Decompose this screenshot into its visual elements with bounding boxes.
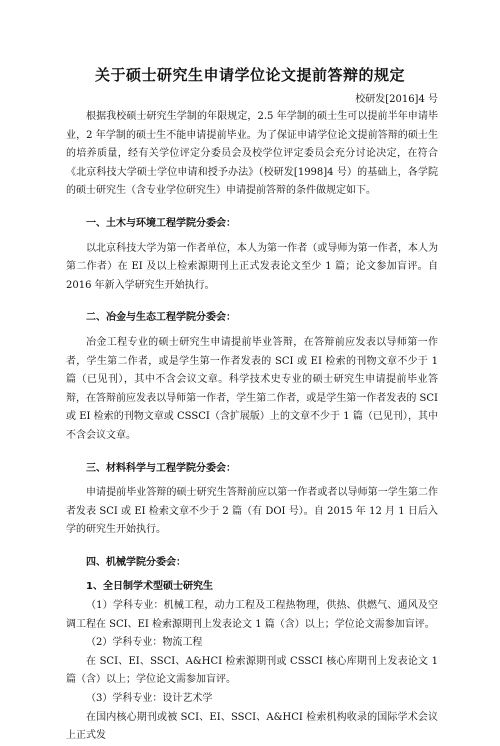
section-heading: 二、冶金与生态工程学院分委会： <box>86 312 236 324</box>
document-number: 校研发[2016]4 号 <box>355 94 438 105</box>
section-heading: 三、材料科学与工程学院分委会： <box>86 462 236 474</box>
page-title: 关于硕士研究生申请学位论文提前答辩的规定 <box>94 66 405 84</box>
list-item: 在 SCI、EI、SSCI、A&HCI 检索源期刊或 CSSCI 核心库期刊上发表论文 1 篇（含）以上；学位论文需参加盲评。 <box>66 655 438 686</box>
section-heading: 四、机械学院分委会： <box>86 556 186 568</box>
intro-paragraph: 根据我校硕士研究生学制的年限规定，2.5 年学制的硕士生可以提前半年申请毕业，2 年学制的硕士生不能申请提前毕业。为了保证申请学位论文提前答辩的硕士生的培养质量，经有关学位评定分委员会及校学位评定委员会充分讨论决定，在符合《北京科技大学硕士学位申请和授予办法》（校研发[1998]4 号）的基础上，各学院的硕士研究生（含专业学位研究生）申请提前答辩的条件做规定如下。 <box>66 111 438 197</box>
section-paragraph: 冶金工程专业的硕士研究生申请提前毕业答辩，在答辩前应发表以导师第一作者，学生第二作者，或是学生第一作者发表的 SCI 或 EI 检索的刊物文章不少于 1 篇（已见刊），其中不含会议文章。科学技术史专业的硕士研究生申请提前毕业答辩，在答辩前应发表以导师第一作者，学生第二作者，或是学生第一作者发表的 SCI 或 EI 检索的刊物文章或 CSSCI（含扩展版）上的文章不少于 1 篇（已见刊），其中不含会议文章。 <box>66 336 438 441</box>
section-paragraph: 以北京科技大学为第一作者单位，本人为第一作者（或导师为第一作者，本人为第二作者）在 EI 及以上检索源期刊上正式发表论文至少 1 篇；论文参加盲评。自 2016 年新入学研究生开始执行。 <box>66 242 438 291</box>
list-item: （2）学科专业：物流工程 <box>86 637 203 649</box>
sub-heading: 1、全日制学术型硕士研究生 <box>86 581 213 593</box>
list-item: （1）学科专业：机械工程，动力工程及工程热物理，供热、供燃气、通风及空调工程在 SCI、EI 检索源期刊上发表论文 1 篇（含）以上；学位论文需参加盲评。 <box>66 600 438 630</box>
section-paragraph: 申请提前毕业答辩的硕士研究生答辩前应以第一作者或者以导师第一学生第二作者发表 SCI 或 EI 检索文章不少于 2 篇（有 DOI 号）。自 2015 年 12 月 1 日后入学的研究生开始执行。 <box>66 487 438 536</box>
list-item: 在国内核心期刊或被 SCI、EI、SSCI、A&HCI 检索机构收录的国际学术会议上正式发 <box>66 711 438 742</box>
document-body <box>66 108 438 746</box>
list-item: （3）学科专业：设计艺术学 <box>86 693 213 705</box>
section-heading: 一、土木与环境工程学院分委会： <box>86 217 236 229</box>
